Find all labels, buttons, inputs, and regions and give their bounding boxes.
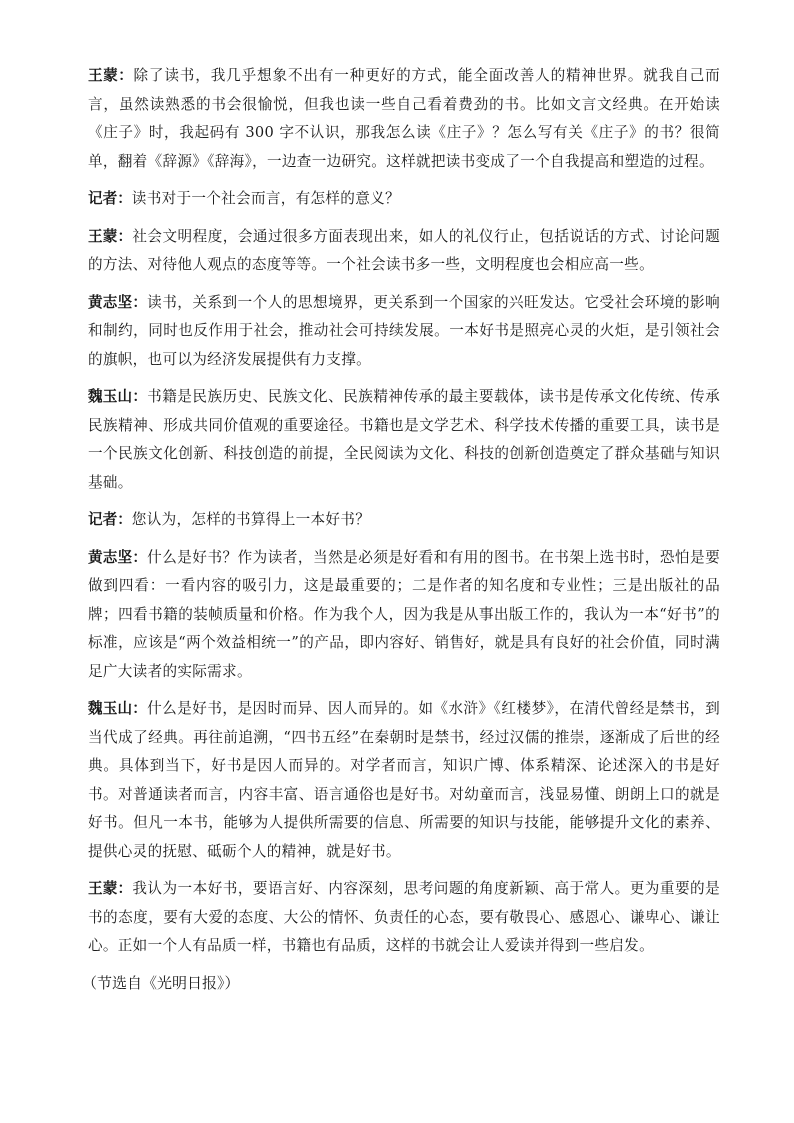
paragraph-8 <box>88 695 720 866</box>
speaker-label: 记者： <box>88 511 132 528</box>
paragraph-text: 读书，关系到一个人的思想境界，更关系到一个国家的兴旺发达。它受社会环境的影响和制约，同时也反作用于社会，推动社会可持续发展。一本好书是照亮心灵的火炬，是引领社会的旗帜，也可以为经济发展提供有力支撑。 <box>88 293 720 368</box>
paragraph-text: 读书对于一个社会而言，有怎样的意义？ <box>131 190 400 207</box>
speaker-label: 王蒙： <box>88 880 133 897</box>
paragraph-1 <box>88 62 720 176</box>
paragraph-4 <box>88 289 720 375</box>
speaker-label: 魏玉山： <box>88 388 148 405</box>
paragraph-9 <box>88 875 720 961</box>
speaker-label: 王蒙： <box>88 67 134 84</box>
paragraph-3 <box>88 223 720 280</box>
paragraph-text: 社会文明程度，会通过很多方面表现出来，如人的礼仪行止，包括说话的方式、讨论问题的方法、对待他人观点的态度等等。一个社会读书多一些，文明程度也会相应高一些。 <box>88 227 720 273</box>
paragraph-text: 书籍是民族历史、民族文化、民族精神传承的最主要载体，读书是传承文化传统、传承民族精神、形成共同价值观的重要途径。书籍也是文学艺术、科学技术传播的重要工具，读书是一个民族文化创新、科技创造的前提，全民阅读为文化、科技的创新创造奠定了群众基础与知识基础。 <box>88 388 720 491</box>
paragraph-text: 什么是好书？作为读者，当然是必须是好看和有用的图书。在书架上选书时，恐怕是要做到四看：一看内容的吸引力，这是最重要的；二是作者的知名度和专业性；三是出版社的品牌；四看书籍的装帧质量和价格。作为我个人，因为我是从事出版工作的，我认为一本“好书”的标准，应该是“两个效益相统一”的产品，即内容好、销售好，就是具有良好的社会价值，同时满足广大读者的实际需求。 <box>88 548 720 680</box>
paragraph-5 <box>88 383 720 497</box>
paragraph-6 <box>88 506 720 535</box>
speaker-label: 记者： <box>88 190 132 207</box>
paragraph-text: 什么是好书，是因时而异、因人而异的。如《水浒》《红楼梦》，在清代曾经是禁书，到当代成了经典。再往前追溯，“四书五经”在秦朝时是禁书，经过汉儒的推崇，逐渐成了后世的经典。具体到当下，好书是因人而异的。对学者而言，知识广博、体系精深、论述深入的书是好书。对普通读者而言，内容丰富、语言通俗也是好书。对幼童而言，浅显易懂、朗朗上口的就是好书。但凡一本书，能够为人提供所需要的信息、所需要的知识与技能，能够提升文化的素养、提供心灵的抚慰、砥砺个人的精神，就是好书。 <box>88 700 720 860</box>
paragraph-text: 我认为一本好书，要语言好、内容深刻，思考问题的角度新颖、高于常人。更为重要的是书的态度，要有大爱的态度、大公的情怀、负责任的心态，要有敬畏心、感恩心、谦卑心、谦让心。正如一个人有品质一样，书籍也有品质，这样的书就会让人爱读并得到一些启发。 <box>88 880 720 954</box>
article-body <box>82 62 720 996</box>
source-citation: （节选自《光明日报》） <box>82 973 240 992</box>
speaker-label: 黄志坚： <box>88 293 148 311</box>
speaker-label: 黄志坚： <box>88 548 148 566</box>
speaker-label: 魏玉山： <box>88 700 148 717</box>
paragraph-7 <box>88 544 720 687</box>
speaker-label: 王蒙： <box>88 227 133 245</box>
paragraph-text: 您认为，怎样的书算得上一本好书？ <box>131 511 371 528</box>
paragraph-2 <box>88 185 720 214</box>
paragraph-text: 除了读书，我几乎想象不出有一种更好的方式，能全面改善人的精神世界。就我自己而言，虽然读熟悉的书会很愉悦，但我也读一些自己看着费劲的书。比如文言文经典。在开始读《庄子》时，我起码有 300 字不认识，那我怎么读《庄子》？怎么写有关《庄子》的书？很简单，翻着《辞源》《辞海》，一边查一边研究。这样就把读书变成了一个自我提高和塑造的过程。 <box>88 67 720 170</box>
